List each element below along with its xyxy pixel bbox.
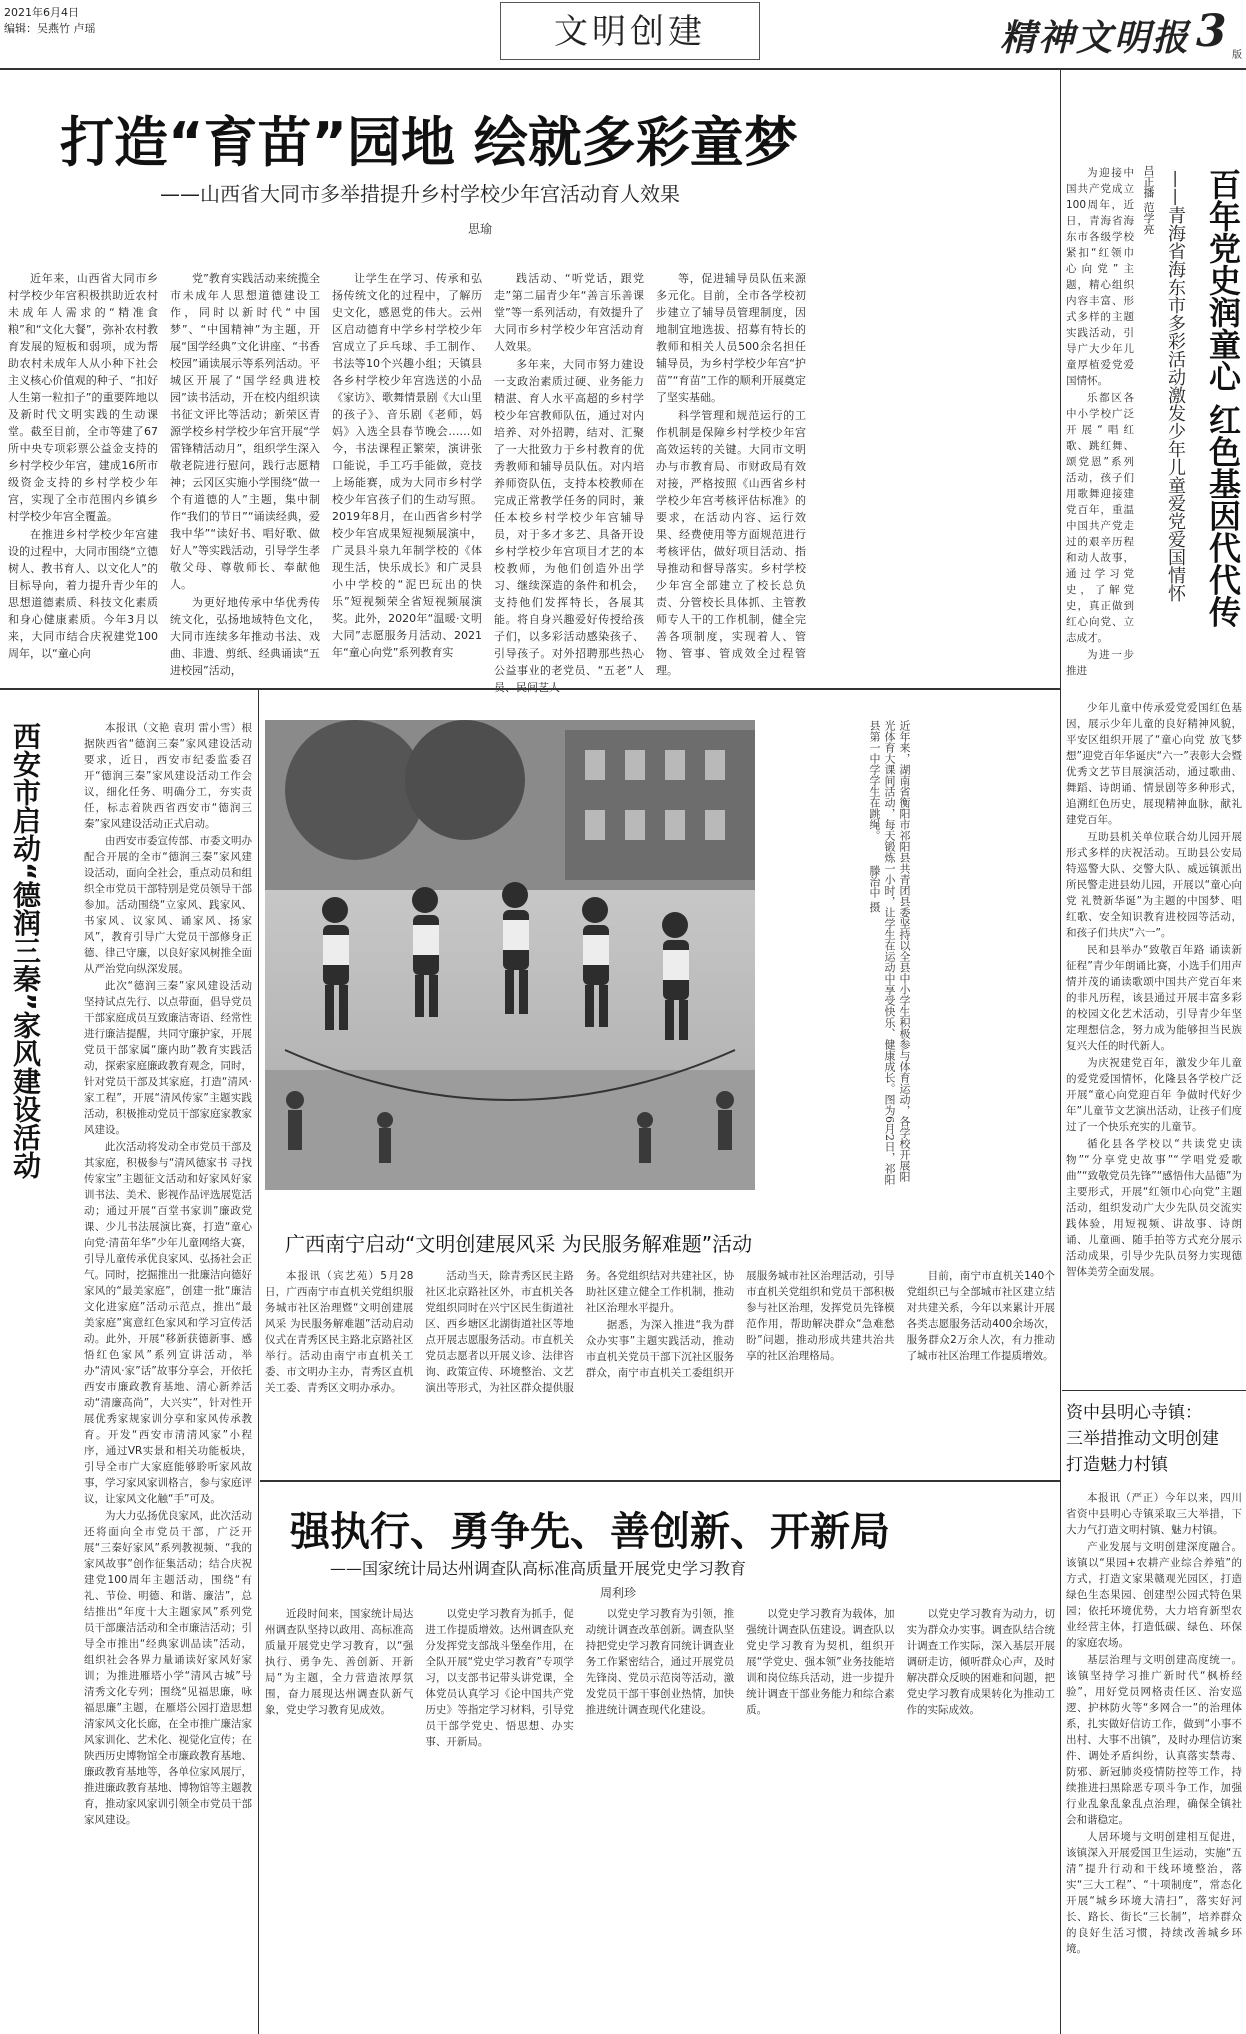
paragraph: 在推进乡村学校少年宫建设的过程中，大同市围绕“立德树人、教书育人、以文化人”的目标导向，着力提升青少年的思想道德素质、科技文化素质和身心健康素质。今年3月以来，大同市结合庆祝建党100周年，以“童心向 (8, 528, 158, 660)
main-subheadline: ——山西省大同市多举措提升乡村学校少年宫活动育人效果 (160, 182, 680, 206)
main-column-3 (332, 270, 482, 670)
paragraph: 少年儿童中传承爱党爱国红色基因，展示少年儿童的良好精神风貌，平安区组织开展了“童心向党 放飞梦想”迎党百年华诞庆“六一”表彰大会暨优秀文艺节目展演活动，通过歌曲、舞蹈、诗朗诵、情景剧等多种形式，追溯红色历史，展现精神血脉，献礼建党百年。 (1066, 702, 1242, 826)
xian-headline: 西安市启动“德润三秦”家风建设活动 (9, 722, 42, 1179)
paragraph: 以党史学习教育为载体，加强统计调查队伍建设。调查队以党史学习教育为契机，组织开展“学党史、强本领”业务技能培训和岗位练兵活动，进一步提升统计调查干部业务能力和综合素质。 (746, 1608, 895, 1716)
paragraph: 此次“德润三秦”家风建设活动坚持试点先行、以点带面，倡导党员干部家庭成员互致廉洁寄语、经常性进行廉洁提醒，共同守廉护家，开展党员干部家属“廉内助”教育实践活动，探索家庭廉政教育观念，同时，针对党员干部及其家庭，打造“清风·家工程”，开展“清风传家”主题实践活动，积极推动党员干部家庭家教家风建设。 (84, 980, 252, 1136)
qinghai-headline: 百年党史润童心 红色基因代代传 (1204, 168, 1242, 628)
zizhong-body (1066, 1490, 1242, 2030)
newspaper-name: 精神文明报 (1000, 17, 1191, 59)
paragraph: 目前，南宁市直机关140个党组织已与全部城市社区建立结对共建关系，今年以来累计开展各类志愿服务活动400余场次，服务群众2万余人次，有力推动了城市社区治理工作提质增效。 (906, 1270, 1055, 1362)
qinghai-column-narrow (1066, 165, 1134, 695)
page-number: 3 (1196, 6, 1227, 57)
paragraph: 践活动、“听党话，跟党走”第二届青少年“善言乐善课堂”等一系列活动，有效提升了大同市乡村学校少年宫活动育人效果。 (494, 272, 644, 353)
paragraph: 产业发展与文明创建深度融合。该镇以“果园+农耕产业综合养殖”的方式，打造文家果赣观光园区，打造绿色生态果园、创建型公园式特色果园；依托环境优势，大力培育新型农业经营主体，打造低碳、绿色、环保的家庭农场。 (1066, 1541, 1242, 1649)
paragraph: 活动当天，除青秀区民主路社区北京路社区外，市直机关各党组织同时在兴宁区民生街道社区、西乡塘区北湖街道社区等地点开展志愿服务活动。市直机关党员志愿者以开展义诊、法律咨询、政策宣传、环境整治、文艺演出等形式，为社区群众提供服务。各党组织结对共建社区，协助社区建立健全工作机制，推动社区治理水平提升。 (425, 1270, 735, 1394)
main-column-2 (170, 270, 320, 677)
photo-illustration (265, 720, 755, 1190)
paragraph: 多年来，大同市努力建设一支政治素质过硬、业务能力精湛、育人水平高超的乡村学校少年宫教师队伍，通过对内培养、对外招聘，结对、汇聚了一大批致力于乡村教育的优秀教师和辅导员队伍。对内培养师资队伍，支持本校教师在完成正常教学任务的同时，兼任本校乡村学校少年宫辅导员，对于多才多艺、具备开设乡村学校少年宫项目才艺的本校教师，为他们创造外出学习、继续深造的条件和机会，支持他们发挥特长，各展其能。将自身兴趣爱好传授给孩子们，以多彩活动感染孩子、引导孩子。对外招聘那些热心公益事业的老党员、“五老”人 (494, 358, 644, 677)
jump-rope-photo (265, 720, 755, 1190)
paragraph: 为大力弘扬优良家风，此次活动还将面向全市党员干部，广泛开展“三秦好家风”系列教视频、“我的家风故事”创作征集活动；结合庆祝建党100周年主题活动，围绕“有礼、节俭、明德、和谐、廉洁”，总结推出“年度十大主题家风”系列党员干部廉洁活动和全市廉洁活动；引导全市推出“经典家训品读”活动，组织社会各界力量诵读好家风好家训；为推进雁塔小学“清风古城”号清秀文化专列；围绕“见福思廉，咏福思廉”主题，在雁塔公园打造思想清家风文化长廊，在全市推广廉洁家风家训化、艺术化、视觉化宣传；在陕西历史博物馆全市廉政教育基地、廉政教育基地等，各单位家风展厅，推进廉政教育基地、博物馆等主题教育，推动家风家训引领全市党员干部家风建设。 (84, 1510, 252, 1826)
paragraph: 为迎接中国共产党成立100周年，近日，青海省海东市各级学校紧扣“红领巾心向党”主题，精心组织内容丰富、形式多样的主题实践活动，引导广大少年儿童厚植爱党爱国情怀。 (1066, 167, 1134, 387)
qinghai-subheadline: ——青海省海东市多彩活动激发少年儿童爱党爱国情怀 (1165, 170, 1186, 602)
main-column-4 (494, 270, 644, 677)
paragraph: 以党史学习教育为动力，切实为群众办实事。调查队结合统计调查工作实际，深入基层开展调研走访，倾听群众心声，及时解决群众反映的困难和问题，把党史学习教育成果转化为推动工作的实际成效。 (906, 1608, 1055, 1716)
photo-caption (762, 720, 912, 1190)
paragraph: 乐都区各中小学校广泛开展“唱红歌、跳红舞、颂党恩”系列活动，孩子们用歌舞迎接建党百年，重温中国共产党走过的艰辛历程和动人故事，通过学习党史，了解党史，真正做到红心向党、立志成才。 (1066, 392, 1134, 644)
column-rule (258, 690, 259, 2034)
paragraph: 近段时间来，国家统计局达州调查队坚持以政用、高标准高质量开展党史学习教育，以“强执行、勇争先、善创新、开新局”为主题，全力营造浓厚氛围，奋力展现达州调查队新气象，党史学习教育见成效。 (265, 1608, 414, 1716)
dazhou-byline: 周利珍 (600, 1586, 637, 1600)
paragraph: 基层治理与文明创建高度统一。该镇坚持学习推广新时代“枫桥经验”，用好党员网格责任区、治安巡逻、护林防火等“多网合一”的治理体系，扎实做好信访工作，做到“小事不出村、大事不出镇”，及时办理信访案件、调处矛盾纠纷，认真落实禁毒、防邪、新冠肺炎疫情防控等工作，持续推进扫黑除恶专项斗争工作，加强行业乱象乱象乱点治理，确保全镇社会和谐稳定。 (1066, 1654, 1242, 1826)
nanning-body (265, 1268, 1055, 1468)
paragraph: 等，促进辅导员队伍来源多元化。目前，全市各学校初步建立了辅导员管理制度，因地制宜地选拔、招募有特长的教师和相关人员500余名担任辅导员，为乡村学校少年宫“护苗”“育苗”工作的顺利开展奠定了坚实基础。 (656, 272, 806, 404)
paragraph: 据悉，为深入推进“我为群众办实事”主题实践活动，推动市直机关党员干部下沉社区服务群众，南宁市直机关工委组织开展服务城市社区治理活动，引导市直机关党组织和党员干部积极参与社区治理，发挥党员先锋模范作用，帮助解决群众“急难愁盼”问题，推动形成共建共治共享的社区治理格局。 (585, 1270, 895, 1379)
paragraph: 科学管理和规范运行的工作机制是保障乡村学校少年宫高效运转的关键。大同市文明办与市教育局、市财政局有效对接，严格按照《山西省乡村学校少年宫考核评估标准》的要求，在活动内容、运行效果、经费使用等方面规范进行考核评估，做好项目活动、指导推动和督导落实。乡村学校少年宫全部建立了校长总负责、分管校长具体抓、主管教师专人干的工作机制，健全完善各项制度，实现着人、管物、管事、管成效全过程管理。 (656, 409, 806, 677)
divider (0, 688, 1060, 690)
main-column-1 (8, 270, 158, 670)
page-suffix: 版 (1232, 50, 1242, 61)
paragraph: 为更好地传承中华优秀传统文化，弘扬地域特色文化，大同市连续多年推动书法、戏曲、非遗、剪纸、经典诵读“五进校园”活动， (170, 596, 320, 677)
xian-body (84, 720, 252, 2030)
main-byline: 思瑜 (468, 222, 493, 236)
photo-credit: 滕治中 摄 (868, 864, 881, 912)
paragraph: 为进一步推进 (1066, 649, 1134, 677)
paragraph: 人居环境与文明创建相互促进，该镇深入开展爱国卫生运动，实施“五清”提升行动和干线环境整治，落实“三大工程”、“十项制度”，常态化开展“城乡环境大清扫”，落实好河长、路长、街长“三长制”，培养群众的良好生活习惯，持续改善城乡环境。 (1066, 1831, 1242, 1955)
paragraph: 互助县机关单位联合幼儿园开展形式多样的庆祝活动。互助县公安局特巡警大队、交警大队、威远镇派出所民警走进县幼儿园，开展以“童心向党 礼赞新华诞”为主题的中国梦、唱红歌、安全知识教育进校园等活动，和孩子们共庆“六一”。 (1066, 831, 1242, 939)
dazhou-headline: 强执行、勇争先、善创新、开新局 (290, 1509, 890, 1555)
paragraph: 此次活动将发动全市党员干部及其家庭，积极参与“清风德家书 寻找传家宝”主题征文活动和好家风好家训书法、美术、影视作品评选展览活动；通过开展“百堂书家训”廉政党课、少儿书法展演比赛，打造“童心向党·清苗年华”少年儿童网络大赛，引导儿童传承优良家风、弘扬社会正气。同时，挖掘推出一批廉洁向德好家风的“最美家庭”，创建一批“廉洁文化进家庭”活动示范点，推出“最美家庭”寓意红色家风和学习宣传活动。此外，开展“移新获德新事、感悟红色家风”系列宣讲活动，举办“清风·家”话”故事分享会，开依托西安市廉政教育基地、清心新养活动“清廉高尚”，大兴实”，针对性开展优秀家规家训分享和家风传承教育。开发“西安市清清风家”小程序，通过VR实景和相关功能板块，引导全市广大家庭能够聆听家风故事，学习家风家训格言，参与家庭评议，让家风文化触“手”可及。 (84, 1141, 252, 1505)
qinghai-column-wide (1066, 700, 1242, 1380)
qinghai-byline: 吕正播 范学亮 (1142, 165, 1155, 235)
dazhou-subheadline: ——国家统计局达州调查队高标准高质量开展党史学习教育 (330, 1559, 747, 1578)
nanning-headline: 广西南宁启动“文明创建展风采 为民服务解难题”活动 (285, 1232, 753, 1256)
main-headline: 打造“育苗”园地 绘就多彩童梦 (60, 111, 798, 174)
dazhou-body (265, 1606, 1055, 2030)
main-column-5 (656, 270, 806, 677)
zizhong-title-line: 三举措推动文明创建 (1066, 1429, 1219, 1449)
section-title: 文明创建 (500, 2, 760, 60)
paragraph: 本报讯（严正）今年以来，四川省资中县明心寺镇采取三大举措，下大力气打造文明村镇、魅力村镇。 (1066, 1492, 1242, 1536)
paragraph: 党”教育实践活动来统揽全市未成年人思想道德建设工作，同时以新时代“中国梦”、“中国精神”为主题，开展“国学经典”文化讲座、“书香校园”诵读展示等系列活动。平城区开展了“国学经典进校园”读书活动，开在校内组织读书征文评比等活动；新荣区青源学校乡村学校少年宫开展“学雷锋精活动月”，组织学生深入敬老院进行慰问，践行志愿精神；云冈区实施小学围绕“做一个有道德的人”主题，集中制作“我们的节日”“诵读经典，爱我中华”“读好书、唱好歌、做好人”等实践活动，引导学生孝敬父母、尊敬师长、奉献他人。 (170, 272, 320, 591)
paragraph: 民和县举办“致敬百年路 诵读新征程”青少年朗诵比赛，小选手们用声情并茂的诵读歌颂中国共产党百年来的非凡历程，该县通过开展丰富多彩的校园文化艺术活动，引导青少年坚定理想信念，努力成为能够担当民族复兴大任的时代新人。 (1066, 944, 1242, 1052)
paragraph: 本报讯（文艳 袁玥 雷小雪）根据陕西省“德润三秦”家风建设活动要求，近日，西安市纪委监委召开“德润三秦”家风建设活动工作会议，细化任务、明确分工，夯实责任，标志着陕西省西安市“德润三秦”家风建设活动正式启动。 (84, 722, 252, 830)
paragraph: 由西安市委宣传部、市委文明办配合开展的全市“德润三秦”家风建设活动，面向全社会，重点动员和组织全市党员干部特别是党员领导干部参加。活动围绕“立家风、践家风、书家风、议家风、诵家风、扬家风”，教育引导广大党员干部修身正德、律己守廉，以良好家风树推全面从严治党向纵深发展。 (84, 835, 252, 975)
paragraph: 让学生在学习、传承和弘扬传统文化的过程中，了解历史文化，感恩党的伟大。云州区启动德育中学乡村学校少年宫成立了乒乓球、手工制作、书法等10个兴趣小组；天镇县各乡村学校少年宫选送的小品《家访》、歌舞情景剧《大山里的孩子》、音乐剧《老师，妈妈》入选全县春节晚会……如今，书法课程正繁荣，演讲张口能说，手工巧手能做，竞技上场能赛，成为大同市乡村学校少年宫孩子们的生动写照。2019年8月，在山西省乡村学校少年宫成果短视频展演中，广灵县斗泉九年制学校的《体现生活，快乐成长》和广灵县小中学校的“泥巴玩出的快乐”短视频荣全省短视频展演奖。此外，2020年“温暖·文明大同”志愿服务月活动、2021年“童心向党”系列教育实 (332, 272, 482, 659)
divider (1062, 1390, 1246, 1391)
column-rule (1060, 70, 1061, 2034)
paragraph: 为庆祝建党百年，激发少年儿童的爱党爱国情怀，化隆县各学校广泛开展“童心向党迎百年 争做时代好少年”儿童节文艺演出活动，让孩子们度过了一个快乐充实的儿童节。 (1066, 1057, 1242, 1133)
divider (260, 1480, 1060, 1482)
paragraph: 循化县各学校以“共读党史读物”“分享党史故事”“学唱党爱歌曲”“致敬党员先锋”“感悟伟大品德”为主要形式，开展“红领巾心向党”主题活动，组织发动广大少先队员交流实践体验，用短视频、讲故事、诗朗诵、儿童画、随手拍等方式充分展示活动成果，引导少先队员努力实现德智体美劳全面发展。 (1066, 1138, 1242, 1278)
paragraph: 本报讯（宾艺苑）5月28日，广西南宁市直机关党组织服务城市社区治理暨“文明创建展风采 为民服务解难题”活动启动仪式在青秀区民主路北京路社区举行。活动由南宁市直机关工委、市文明办主办，青秀区直机关工委、青秀区文明办承办。 (265, 1270, 414, 1394)
issue-date: 2021年6月4日 (4, 6, 79, 19)
caption-text: 近年来，湖南省衡阳市祁阳县共青团县委坚持以全县中小学生积极参与体育运动，各学校开展阳光体育大课间活动，每天锻炼一小时，让学生在运动中享受快乐、健康成长。图为6月2日，祁阳县第一中学学生在跳绳。 (868, 720, 911, 1185)
editor-credit: 编辑：吴燕竹 卢瑶 (4, 22, 96, 35)
masthead (0, 0, 1246, 70)
paragraph: 近年来，山西省大同市乡村学校少年宫积极拱助近农村未成年人需求的“精准食粮”和“文化大餐”，弥补农村教育发展的短板和弱项，成为帮助农村未成年人从小种下社会主义核心价值观的种子、“扣好人生第一粒扣子”的重要阵地以及新时代文明实践的生动课堂。截至目前，全市等建了67所中央专项彩票公益金支持的乡村学校少年宫，建成16所市级资金支持的乡村学校少年宫，实现了全市范围内乡镇乡村学校少年宫全覆盖。 (8, 272, 158, 523)
zizhong-title-line: 打造魅力村镇 (1066, 1455, 1168, 1475)
zizhong-title-line: 资中县明心寺镇： (1066, 1403, 1202, 1423)
paragraph: 以党史学习教育为抓手，促进工作提质增效。达州调查队充分发挥党支部战斗堡垒作用，在全队开展“党史学习教育”专项学习，以支部书记带头讲党课，全体党员认真学习《论中国共产党历史》等指定学习材料，引导党员干部学党史、悟思想、办实事、开新局。 (425, 1608, 574, 1748)
paragraph: 以党史学习教育为引领，推动统计调查改革创新。调查队坚持把党史学习教育同统计调查业务工作紧密结合，通过开展党员先锋岗、党员示范岗等活动，激发党员干部干事创业热情，加快推进统计调查现代化建设。 (585, 1608, 735, 1716)
zizhong-headline (1066, 1400, 1244, 1478)
